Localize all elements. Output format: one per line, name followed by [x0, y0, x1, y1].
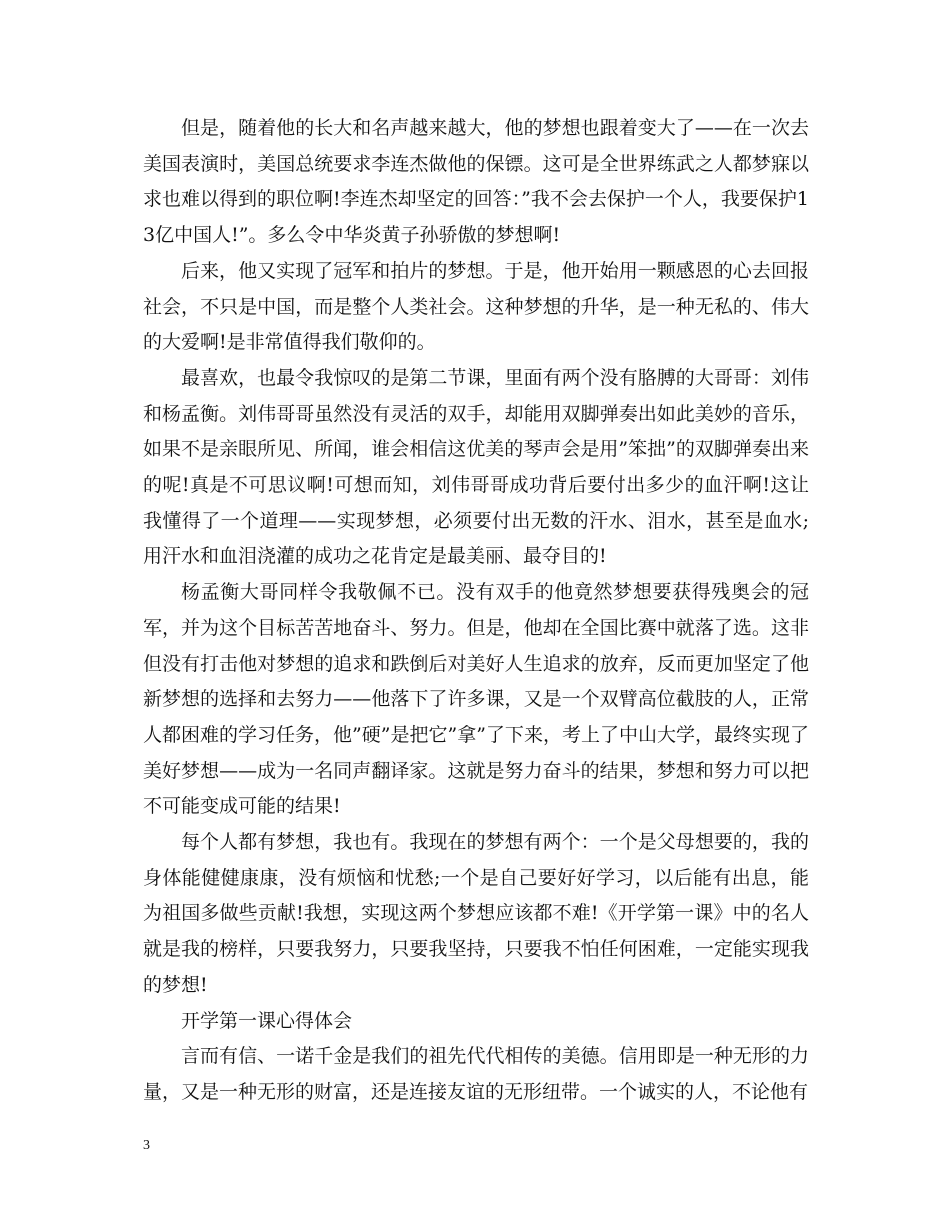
paragraph: 杨孟衡大哥同样令我敬佩不已。没有双手的他竟然梦想要获得残奥会的冠军，并为这个目标苦苦地奋斗、努力。但是，他却在全国比赛中就落了选。这非但没有打击他对梦想的追求和跌倒后对美好人生追求的放弃，反而更加坚定了他新梦想的选择和去努力——他落下了许多课，又是一个双臂高位截肢的人，正常人都困难的学习任务，他”硬”是把它”拿”了下来，考上了中山大学，最终实现了美好梦想——成为一名同声翻译家。这就是努力奋斗的结果，梦想和努力可以把不可能变成可能的结果!: [143, 581, 809, 818]
page-number: 3: [143, 1138, 150, 1153]
section-heading: 开学第一课心得体会: [181, 1009, 353, 1032]
paragraph: 但是，随着他的长大和名声越来越大，他的梦想也跟着变大了——在一次去美国表演时，美国总统要求李连杰做他的保镖。这可是全世界练武之人都梦寐以求也难以得到的职位啊!李连杰却坚定的回答：”我不会去保护一个人，我要保护13亿中国人!”。多么令中华炎黄子孙骄傲的梦想啊!: [143, 117, 809, 247]
paragraph: 每个人都有梦想，我也有。我现在的梦想有两个：一个是父母想要的，我的身体能健健康康，没有烦恼和忧愁;一个是自己要好好学习，以后能有出息，能为祖国多做些贡献!我想，实现这两个梦想应该都不难!《开学第一课》中的名人就是我的榜样，只要我努力，只要我坚持，只要我不怕任何困难，一定能实现我的梦想!: [143, 831, 809, 996]
paragraph: 后来，他又实现了冠军和拍片的梦想。于是，他开始用一颗感恩的心去回报社会，不只是中国，而是整个人类社会。这种梦想的升华，是一种无私的、伟大的大爱啊!是非常值得我们敬仰的。: [143, 259, 809, 354]
paragraph: 言而有信、一诺千金是我们的祖先代代相传的美德。信用即是一种无形的力量，又是一种无形的财富，还是连接友谊的无形纽带。一个诚实的人，不论他有: [143, 1045, 809, 1103]
paragraph: 最喜欢，也最令我惊叹的是第二节课，里面有两个没有胳膊的大哥哥：刘伟和杨孟衡。刘伟哥哥虽然没有灵活的双手，却能用双脚弹奏出如此美妙的音乐，如果不是亲眼所见、所闻，谁会相信这优美的琴声会是用”笨拙”的双脚弹奏出来的呢!真是不可思议啊!可想而知，刘伟哥哥成功背后要付出多少的血汗啊!这让我懂得了一个道理——实现梦想，必须要付出无数的汗水、泪水，甚至是血水;用汗水和血泪浇灌的成功之花肯定是最美丽、最夺目的!: [143, 366, 809, 568]
document-body: [143, 111, 809, 1111]
